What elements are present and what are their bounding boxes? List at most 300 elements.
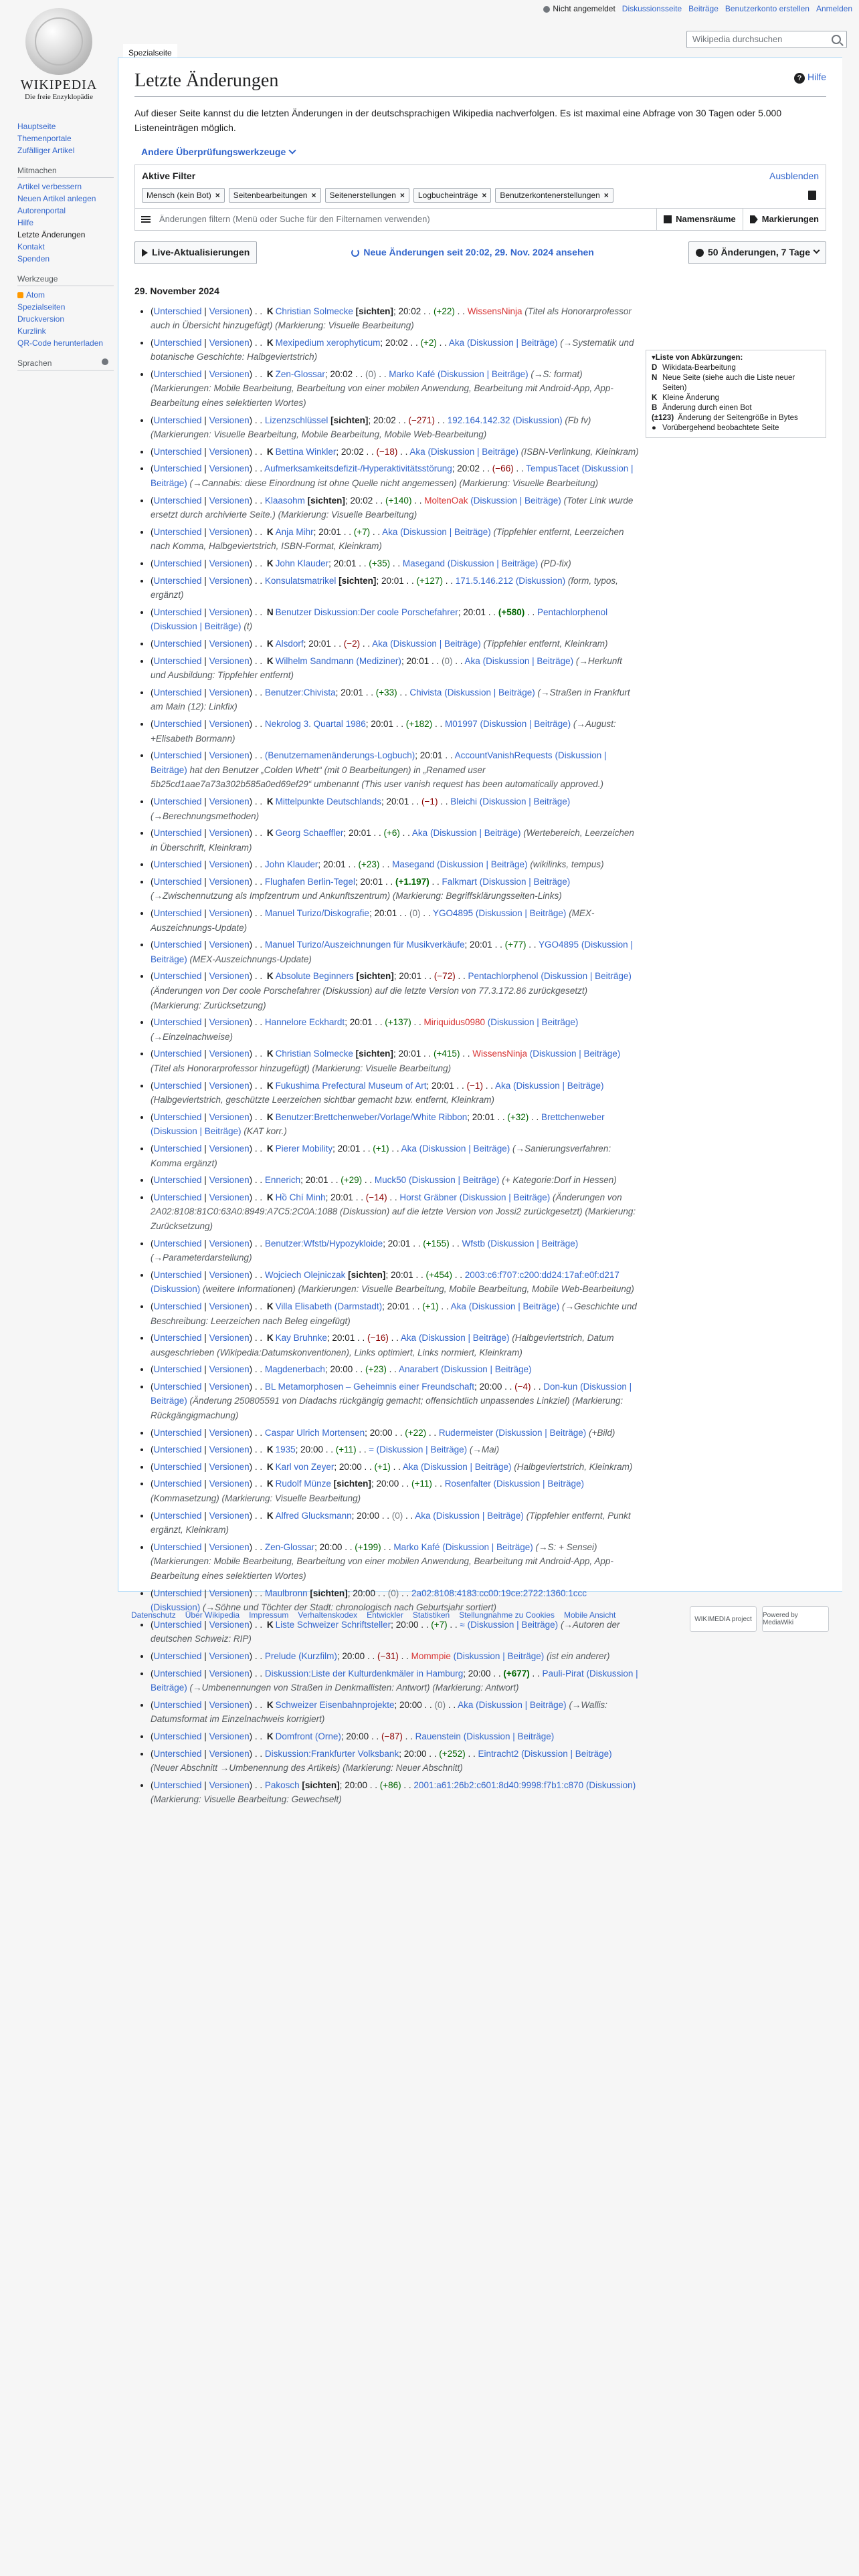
history-link[interactable]: Versionen [209, 463, 250, 474]
review-link[interactable]: [sichten] [339, 575, 377, 586]
close-icon[interactable]: × [399, 191, 405, 201]
diff-link[interactable]: Unterschied [153, 876, 202, 887]
user-tool-links[interactable]: (Diskussion | Beiträge) [487, 1238, 579, 1249]
user-link[interactable]: Masegand [402, 558, 445, 569]
diff-link[interactable]: Unterschied [153, 558, 202, 569]
user-tool-links[interactable]: (Diskussion | Beiträge) [493, 1479, 585, 1489]
user-link[interactable]: AccountVanishRequests [454, 750, 553, 761]
sidebar-link-mitmachen[interactable]: Neuen Artikel anlegen [17, 194, 96, 203]
footer-link[interactable]: Über Wikipedia [185, 1610, 240, 1620]
history-link[interactable]: Versionen [209, 687, 250, 697]
diff-link[interactable]: Unterschied [153, 607, 202, 617]
page-link[interactable]: Mittelpunkte Deutschlands [275, 796, 381, 807]
diff-link[interactable]: Unterschied [153, 306, 202, 316]
user-tool-links[interactable]: (Diskussion | Beiträge) [482, 655, 574, 666]
diff-link[interactable]: Unterschied [153, 1175, 202, 1186]
history-link[interactable]: Versionen [209, 1510, 250, 1521]
diff-link[interactable]: Unterschied [153, 1192, 202, 1202]
user-tool-links[interactable]: (Diskussion | Beiträge) [444, 687, 535, 697]
user-link[interactable]: YGO4895 [539, 940, 579, 950]
user-link[interactable]: Rosenfalter [444, 1479, 491, 1489]
history-link[interactable]: Versionen [209, 750, 250, 761]
diff-link[interactable]: Unterschied [153, 1731, 202, 1741]
close-icon[interactable]: × [311, 191, 316, 201]
page-link[interactable]: Domfront (Orne) [275, 1731, 341, 1741]
page-link[interactable]: Zen-Glossar [264, 1541, 315, 1552]
history-link[interactable]: Versionen [209, 971, 250, 982]
diff-link[interactable]: Unterschied [153, 718, 202, 729]
diff-link[interactable]: Unterschied [153, 796, 202, 807]
history-link[interactable]: Versionen [209, 1461, 250, 1472]
history-link[interactable]: Versionen [209, 1668, 250, 1679]
diff-link[interactable]: Unterschied [153, 1269, 202, 1280]
user-link[interactable]: Aka [372, 638, 388, 649]
page-link[interactable]: Magdenerbach [264, 1364, 325, 1375]
page-link[interactable]: Manuel Turizo/Auszeichnungen für Musikverkäufe [264, 940, 465, 950]
page-link[interactable]: Benutzer Diskussion:Der coole Porschefahrer [275, 607, 458, 617]
diff-link[interactable]: Unterschied [153, 526, 202, 537]
user-link[interactable]: Wfstb [462, 1238, 485, 1249]
page-link[interactable]: Maulbronn [264, 1588, 308, 1598]
history-link[interactable]: Versionen [209, 1049, 250, 1059]
user-tool-links[interactable]: (Diskussion | Beiträge) [479, 876, 571, 887]
diff-link[interactable]: Unterschied [153, 1301, 202, 1311]
page-link[interactable]: Prelude (Kurzfilm) [264, 1650, 337, 1661]
history-link[interactable]: Versionen [209, 1427, 250, 1438]
history-link[interactable]: Versionen [209, 655, 250, 666]
search-icon[interactable] [832, 35, 841, 44]
live-updates-button[interactable]: Live-Aktualisierungen [134, 241, 257, 264]
history-link[interactable]: Versionen [209, 1780, 250, 1790]
wikimedia-badge[interactable]: WIKIMEDIA project [690, 1606, 757, 1632]
diff-link[interactable]: Unterschied [153, 337, 202, 348]
footer-link[interactable]: Stellungnahme zu Cookies [459, 1610, 555, 1620]
history-link[interactable]: Versionen [209, 1748, 250, 1759]
sidebar-link-werkzeuge[interactable]: Kurzlink [17, 326, 46, 336]
history-link[interactable]: Versionen [209, 607, 250, 617]
diff-link[interactable]: Unterschied [153, 1699, 202, 1710]
diff-link[interactable]: Unterschied [153, 1650, 202, 1661]
history-link[interactable]: Versionen [209, 718, 250, 729]
history-link[interactable]: Versionen [209, 558, 250, 569]
contributions-link[interactable]: Beiträge [688, 4, 719, 13]
page-link[interactable]: Wojciech Olejniczak [264, 1269, 346, 1280]
user-tool-links[interactable]: (Diskussion | Beiträge) [420, 1461, 512, 1472]
legend-title[interactable]: ▾ Liste von Abkürzungen: [652, 353, 820, 363]
filter-input[interactable]: Änderungen filtern (Menü oder Suche für den Filternamen verwenden) [159, 214, 430, 225]
diff-link[interactable]: Unterschied [153, 638, 202, 649]
user-link[interactable]: Eintracht2 [478, 1748, 519, 1759]
user-link[interactable]: ≈ [369, 1444, 374, 1455]
user-tool-links[interactable]: (Diskussion | Beiträge) [427, 446, 518, 457]
filter-tag[interactable] [325, 188, 409, 203]
footer-link[interactable]: Impressum [249, 1610, 289, 1620]
user-link[interactable]: ≈ [460, 1619, 465, 1630]
review-link[interactable]: [sichten] [355, 1049, 393, 1059]
user-tool-links[interactable]: (Diskussion | Beiträge) [521, 1748, 612, 1759]
history-link[interactable]: Versionen [209, 1381, 250, 1392]
user-tool-links[interactable]: (Diskussion | Beiträge) [400, 526, 491, 537]
history-link[interactable]: Versionen [209, 908, 250, 919]
user-link[interactable]: Aka [458, 1699, 474, 1710]
user-link[interactable]: Pentachlorphenol [537, 607, 608, 617]
diff-link[interactable]: Unterschied [153, 1510, 202, 1521]
sidebar-link-mitmachen[interactable]: Kontakt [17, 242, 45, 251]
diff-link[interactable]: Unterschied [153, 1461, 202, 1472]
page-link[interactable]: Nekrolog 3. Quartal 1986 [264, 718, 366, 729]
history-link[interactable]: Versionen [209, 1017, 250, 1028]
user-link[interactable]: 2003:c6:f707:c200:dd24:17af:e0f:d217 [464, 1269, 619, 1280]
history-link[interactable]: Versionen [209, 1588, 250, 1598]
page-link[interactable]: John Klauder [275, 558, 329, 569]
user-link[interactable]: Aka [400, 1333, 417, 1344]
create-account-link[interactable]: Benutzerkonto erstellen [725, 4, 809, 13]
page-link[interactable]: John Klauder [264, 859, 318, 870]
user-tool-links[interactable]: (Diskussion | Beiträge) [470, 495, 561, 506]
page-link[interactable]: Alfred Glucksmann [275, 1510, 352, 1521]
review-link[interactable]: [sichten] [302, 1780, 340, 1790]
close-icon[interactable]: × [482, 191, 487, 201]
sidebar-link-werkzeuge[interactable]: Spezialseiten [17, 302, 66, 312]
filter-tag[interactable] [495, 188, 613, 203]
diff-link[interactable]: Unterschied [153, 940, 202, 950]
user-link[interactable]: Aka [411, 828, 428, 839]
user-link[interactable]: TempusTacet [526, 463, 579, 474]
page-link[interactable]: Rudolf Münze [275, 1479, 331, 1489]
page-link[interactable]: Benutzer:Wfstb/Hypozykloide [264, 1238, 383, 1249]
diff-link[interactable]: Unterschied [153, 1111, 202, 1122]
sidebar-link-mitmachen[interactable]: Artikel verbessern [17, 182, 82, 191]
user-link[interactable]: Aka [401, 1143, 417, 1154]
diff-link[interactable]: Unterschied [153, 1427, 202, 1438]
footer-link[interactable]: Entwickler [367, 1610, 403, 1620]
page-link[interactable]: Georg Schaeffler [275, 828, 344, 839]
user-link[interactable]: Rauenstein [415, 1731, 461, 1741]
page-link[interactable]: Villa Elisabeth (Darmstadt) [275, 1301, 383, 1311]
user-tool-links[interactable]: (Diskussion | Beiträge) [151, 750, 607, 775]
diff-link[interactable]: Unterschied [153, 1238, 202, 1249]
user-link[interactable]: WissensNinja [472, 1049, 527, 1059]
diff-link[interactable]: Unterschied [153, 655, 202, 666]
user-tool-links[interactable]: (Diskussion | Beiträge) [479, 796, 571, 807]
user-link[interactable]: Brettchenweber [541, 1111, 605, 1122]
history-link[interactable]: Versionen [209, 1364, 250, 1375]
filter-tag[interactable] [142, 188, 225, 203]
user-link[interactable]: Don-kun [543, 1381, 578, 1392]
user-link[interactable]: Aka [450, 1301, 466, 1311]
user-tool-links[interactable]: (Diskussion) [515, 575, 566, 586]
user-tool-links[interactable]: (Diskussion) [151, 1602, 201, 1613]
user-link[interactable]: Aka [448, 337, 465, 348]
user-tool-links[interactable]: (Diskussion | Beiträge) [467, 1619, 559, 1630]
page-link[interactable]: Benutzer:Chivista [264, 687, 336, 697]
login-link[interactable]: Anmelden [816, 4, 852, 13]
menu-icon[interactable] [135, 209, 157, 230]
talk-link[interactable]: Diskussionsseite [622, 4, 682, 13]
history-link[interactable]: Versionen [209, 1699, 250, 1710]
user-tool-links[interactable]: (Diskussion | Beiträge) [151, 621, 242, 632]
search-input[interactable] [686, 31, 847, 48]
page-link[interactable]: Benutzer:Brettchenweber/Vorlage/White Ribbon [275, 1111, 468, 1122]
user-tool-links[interactable]: (Diskussion | Beiträge) [390, 638, 481, 649]
user-link[interactable]: Bleichi [450, 796, 477, 807]
user-link[interactable]: Falkmart [442, 876, 477, 887]
page-link[interactable]: Diskussion:Liste der Kulturdenkmäler in Hamburg [264, 1668, 464, 1679]
user-link[interactable]: 192.164.142.32 [447, 415, 510, 425]
page-link[interactable]: Mexipedium xerophyticum [275, 337, 381, 348]
history-link[interactable]: Versionen [209, 1175, 250, 1186]
user-tool-links[interactable]: (Diskussion | Beiträge) [151, 1381, 632, 1406]
user-link[interactable]: Anarabert [398, 1364, 439, 1375]
user-tool-links[interactable]: (Diskussion | Beiträge) [480, 718, 571, 729]
footer-link[interactable]: Mobile Ansicht [563, 1610, 616, 1620]
close-icon[interactable]: × [215, 191, 220, 201]
diff-link[interactable]: Unterschied [153, 1780, 202, 1790]
page-link[interactable]: 1935 [275, 1444, 296, 1455]
page-link[interactable]: Christian Solmecke [275, 1049, 353, 1059]
history-link[interactable]: Versionen [209, 828, 250, 839]
tab-special-page[interactable]: Spezialseite [123, 44, 177, 62]
history-link[interactable]: Versionen [209, 876, 250, 887]
wikipedia-logo[interactable] [12, 8, 106, 101]
mediawiki-badge[interactable]: Powered by MediaWiki [762, 1606, 829, 1632]
filter-tag[interactable] [229, 188, 321, 203]
user-tool-links[interactable]: (Diskussion | Beiträge) [463, 1731, 555, 1741]
user-tool-links[interactable]: (Diskussion | Beiträge) [376, 1444, 468, 1455]
review-link[interactable]: [sichten] [333, 1479, 371, 1489]
history-link[interactable]: Versionen [209, 415, 250, 425]
user-link[interactable]: Pentachlorphenol [468, 971, 539, 982]
history-link[interactable]: Versionen [209, 1333, 250, 1344]
user-tool-links[interactable]: (Diskussion | Beiträge) [418, 1333, 510, 1344]
sidebar-link-werkzeuge[interactable]: Atom [26, 290, 45, 300]
hide-filters-link[interactable]: Ausblenden [769, 171, 819, 182]
user-tool-links[interactable]: (Diskussion | Beiträge) [151, 1668, 638, 1693]
history-link[interactable]: Versionen [209, 1541, 250, 1552]
user-link[interactable]: MoltenOak [424, 495, 468, 506]
user-link[interactable]: Horst Gräbner [399, 1192, 457, 1202]
page-link[interactable]: Diskussion:Frankfurter Volksbank [264, 1748, 399, 1759]
sidebar-link-main[interactable]: Zufälliger Artikel [17, 146, 75, 155]
user-tool-links[interactable]: (Diskussion | Beiträge) [442, 1541, 533, 1552]
trash-icon[interactable] [808, 191, 816, 200]
diff-link[interactable]: Unterschied [153, 1588, 202, 1598]
page-link[interactable]: (Benutzernamenänderungs-Logbuch) [264, 750, 415, 761]
history-link[interactable]: Versionen [209, 859, 250, 870]
history-link[interactable]: Versionen [209, 1238, 250, 1249]
footer-link[interactable]: Datenschutz [131, 1610, 176, 1620]
sidebar-link-mitmachen[interactable]: Spenden [17, 254, 50, 263]
history-link[interactable]: Versionen [209, 1111, 250, 1122]
page-link[interactable]: Bettina Winkler [275, 446, 337, 457]
history-link[interactable]: Versionen [209, 1080, 250, 1091]
page-link[interactable]: Kay Bruhnke [275, 1333, 327, 1344]
page-link[interactable]: Liste Schweizer Schriftsteller [275, 1619, 391, 1630]
language-settings-gear-icon[interactable] [102, 358, 108, 365]
user-link[interactable]: M01997 [444, 718, 478, 729]
sidebar-link-main[interactable]: Hauptseite [17, 122, 56, 131]
diff-link[interactable]: Unterschied [153, 1668, 202, 1679]
diff-link[interactable]: Unterschied [153, 1080, 202, 1091]
user-tool-links[interactable]: (Diskussion | Beiträge) [151, 1126, 242, 1137]
diff-link[interactable]: Unterschied [153, 463, 202, 474]
page-link[interactable]: Pierer Mobility [275, 1143, 333, 1154]
page-link[interactable]: Aufmerksamkeitsdefizit-/Hyperaktivitätsstörung [264, 463, 452, 474]
page-link[interactable]: Alsdorf [275, 638, 304, 649]
history-link[interactable]: Versionen [209, 1650, 250, 1661]
user-link[interactable]: Aka [409, 446, 425, 457]
user-link[interactable]: Rudermeister [438, 1427, 493, 1438]
user-link[interactable]: Aka [494, 1080, 511, 1091]
history-link[interactable]: Versionen [209, 1619, 250, 1630]
diff-link[interactable]: Unterschied [153, 368, 202, 379]
history-link[interactable]: Versionen [209, 368, 250, 379]
page-link[interactable]: BL Metamorphosen – Geheimnis einer Freundschaft [264, 1381, 475, 1392]
user-tool-links[interactable]: (Diskussion | Beiträge) [466, 337, 558, 348]
user-link[interactable]: 171.5.146.212 [455, 575, 514, 586]
diff-link[interactable]: Unterschied [153, 1364, 202, 1375]
review-link[interactable]: [sichten] [355, 306, 393, 316]
user-link[interactable]: Aka [402, 1461, 419, 1472]
history-link[interactable]: Versionen [209, 306, 250, 316]
user-link[interactable]: Aka [415, 1510, 431, 1521]
diff-link[interactable]: Unterschied [153, 575, 202, 586]
user-tool-links[interactable]: (Diskussion | Beiträge) [151, 463, 634, 489]
filter-tag[interactable] [413, 188, 491, 203]
results-settings-button[interactable]: 50 Änderungen, 7 Tage [688, 241, 826, 264]
page-link[interactable]: Caspar Ulrich Mortensen [264, 1427, 365, 1438]
page-link[interactable]: Flughafen Berlin-Tegel [264, 876, 355, 887]
help-link[interactable]: ? Hilfe [794, 70, 826, 85]
user-tool-links[interactable]: (Diskussion | Beiträge) [436, 859, 528, 870]
page-link[interactable]: Absolute Beginners [275, 971, 354, 982]
footer-link[interactable]: Verhaltenskodex [298, 1610, 358, 1620]
user-link[interactable]: Marko Kafé [393, 1541, 440, 1552]
history-link[interactable]: Versionen [209, 940, 250, 950]
user-tool-links[interactable]: (Diskussion | Beiträge) [495, 1427, 587, 1438]
page-link[interactable]: Lizenzschlüssel [264, 415, 328, 425]
history-link[interactable]: Versionen [209, 575, 250, 586]
review-link[interactable]: [sichten] [330, 415, 369, 425]
history-link[interactable]: Versionen [209, 1444, 250, 1455]
diff-link[interactable]: Unterschied [153, 1333, 202, 1344]
history-link[interactable]: Versionen [209, 1192, 250, 1202]
review-link[interactable]: [sichten] [310, 1588, 348, 1598]
diff-link[interactable]: Unterschied [153, 1619, 202, 1630]
user-tool-links[interactable]: (Diskussion) [512, 415, 563, 425]
history-link[interactable]: Versionen [209, 1301, 250, 1311]
user-link[interactable]: Masegand [392, 859, 435, 870]
page-link[interactable]: Manuel Turizo/Diskografie [264, 908, 369, 919]
user-tool-links[interactable]: (Diskussion | Beiträge) [453, 1650, 545, 1661]
page-link[interactable]: Fukushima Prefectural Museum of Art [275, 1080, 427, 1091]
diff-link[interactable]: Unterschied [153, 859, 202, 870]
user-tool-links[interactable]: (Diskussion | Beiträge) [476, 1699, 567, 1710]
tags-button[interactable]: Markierungen [743, 209, 826, 230]
diff-link[interactable]: Unterschied [153, 1444, 202, 1455]
user-tool-links[interactable]: (Diskussion | Beiträge) [512, 1080, 604, 1091]
user-tool-links[interactable]: (Diskussion | Beiträge) [419, 1143, 510, 1154]
review-link[interactable]: [sichten] [307, 495, 345, 506]
user-link[interactable]: WissensNinja [467, 306, 522, 316]
history-link[interactable]: Versionen [209, 526, 250, 537]
diff-link[interactable]: Unterschied [153, 1017, 202, 1028]
user-tool-links[interactable]: (Diskussion | Beiträge) [529, 1049, 621, 1059]
page-link[interactable]: Christian Solmecke [275, 306, 353, 316]
history-link[interactable]: Versionen [209, 638, 250, 649]
page-link[interactable]: Karl von Zeyer [275, 1461, 335, 1472]
page-link[interactable]: Pakosch [264, 1780, 300, 1790]
user-link[interactable]: Mommpie [411, 1650, 451, 1661]
review-link[interactable]: [sichten] [356, 971, 394, 982]
footer-link[interactable]: Statistiken [412, 1610, 450, 1620]
history-link[interactable]: Versionen [209, 495, 250, 506]
page-link[interactable]: Wilhelm Sandmann (Mediziner) [275, 655, 401, 666]
page-link[interactable]: Anja Mihr [275, 526, 314, 537]
user-link[interactable]: YGO4895 [433, 908, 474, 919]
user-tool-links[interactable]: (Diskussion | Beiträge) [430, 828, 521, 839]
page-link[interactable]: Ennerich [264, 1175, 301, 1186]
page-link[interactable]: Klaasohm [264, 495, 305, 506]
user-link[interactable]: Aka [464, 655, 480, 666]
history-link[interactable]: Versionen [209, 1479, 250, 1489]
user-link[interactable]: Chivista [409, 687, 442, 697]
page-link[interactable]: Hồ Chí Minh [275, 1192, 326, 1202]
user-tool-links[interactable]: (Diskussion | Beiträge) [441, 1364, 532, 1375]
user-tool-links[interactable]: (Diskussion | Beiträge) [151, 940, 633, 964]
close-icon[interactable]: × [603, 191, 609, 201]
sidebar-link-mitmachen[interactable]: Letzte Änderungen [17, 230, 86, 239]
sidebar-link-werkzeuge[interactable]: QR-Code herunterladen [17, 338, 104, 348]
user-link[interactable]: 2001:a61:26b2:c601:8d40:9998:f7b1:c870 [413, 1780, 584, 1790]
other-tools-toggle[interactable]: Andere Überprüfungswerkzeuge [141, 145, 826, 160]
sidebar-link-mitmachen[interactable]: Autorenportal [17, 206, 66, 215]
namespaces-button[interactable]: Namensräume [656, 209, 743, 230]
page-link[interactable]: Konsulatsmatrikel [264, 575, 337, 586]
history-link[interactable]: Versionen [209, 446, 250, 457]
diff-link[interactable]: Unterschied [153, 495, 202, 506]
sidebar-link-mitmachen[interactable]: Hilfe [17, 218, 34, 227]
diff-link[interactable]: Unterschied [153, 750, 202, 761]
diff-link[interactable]: Unterschied [153, 415, 202, 425]
diff-link[interactable]: Unterschied [153, 828, 202, 839]
diff-link[interactable]: Unterschied [153, 1143, 202, 1154]
new-changes-link[interactable]: Neue Änderungen seit 20:02, 29. Nov. 2024 ansehen [351, 245, 593, 260]
user-link[interactable]: Marko Kafé [389, 368, 436, 379]
history-link[interactable]: Versionen [209, 1731, 250, 1741]
page-link[interactable]: Zen-Glossar [275, 368, 325, 379]
review-link[interactable]: [sichten] [348, 1269, 386, 1280]
user-tool-links[interactable]: (Diskussion | Beiträge) [475, 908, 567, 919]
diff-link[interactable]: Unterschied [153, 1479, 202, 1489]
user-tool-links[interactable]: (Diskussion | Beiträge) [459, 1192, 551, 1202]
diff-link[interactable]: Unterschied [153, 1541, 202, 1552]
diff-link[interactable]: Unterschied [153, 687, 202, 697]
user-tool-links[interactable]: (Diskussion) [585, 1780, 636, 1790]
history-link[interactable]: Versionen [209, 1143, 250, 1154]
history-link[interactable]: Versionen [209, 796, 250, 807]
diff-link[interactable]: Unterschied [153, 908, 202, 919]
history-link[interactable]: Versionen [209, 337, 250, 348]
page-link[interactable]: Schweizer Eisenbahnprojekte [275, 1699, 395, 1710]
user-link[interactable]: Miriquidus0980 [423, 1017, 486, 1028]
user-link[interactable]: 2a02:8108:4183:cc00:19ce:2722:1360:1ccc [411, 1588, 587, 1598]
diff-link[interactable]: Unterschied [153, 1748, 202, 1759]
user-tool-links[interactable]: (Diskussion | Beiträge) [541, 971, 632, 982]
diff-link[interactable]: Unterschied [153, 1381, 202, 1392]
diff-link[interactable]: Unterschied [153, 971, 202, 982]
user-tool-links[interactable]: (Diskussion | Beiträge) [447, 558, 539, 569]
